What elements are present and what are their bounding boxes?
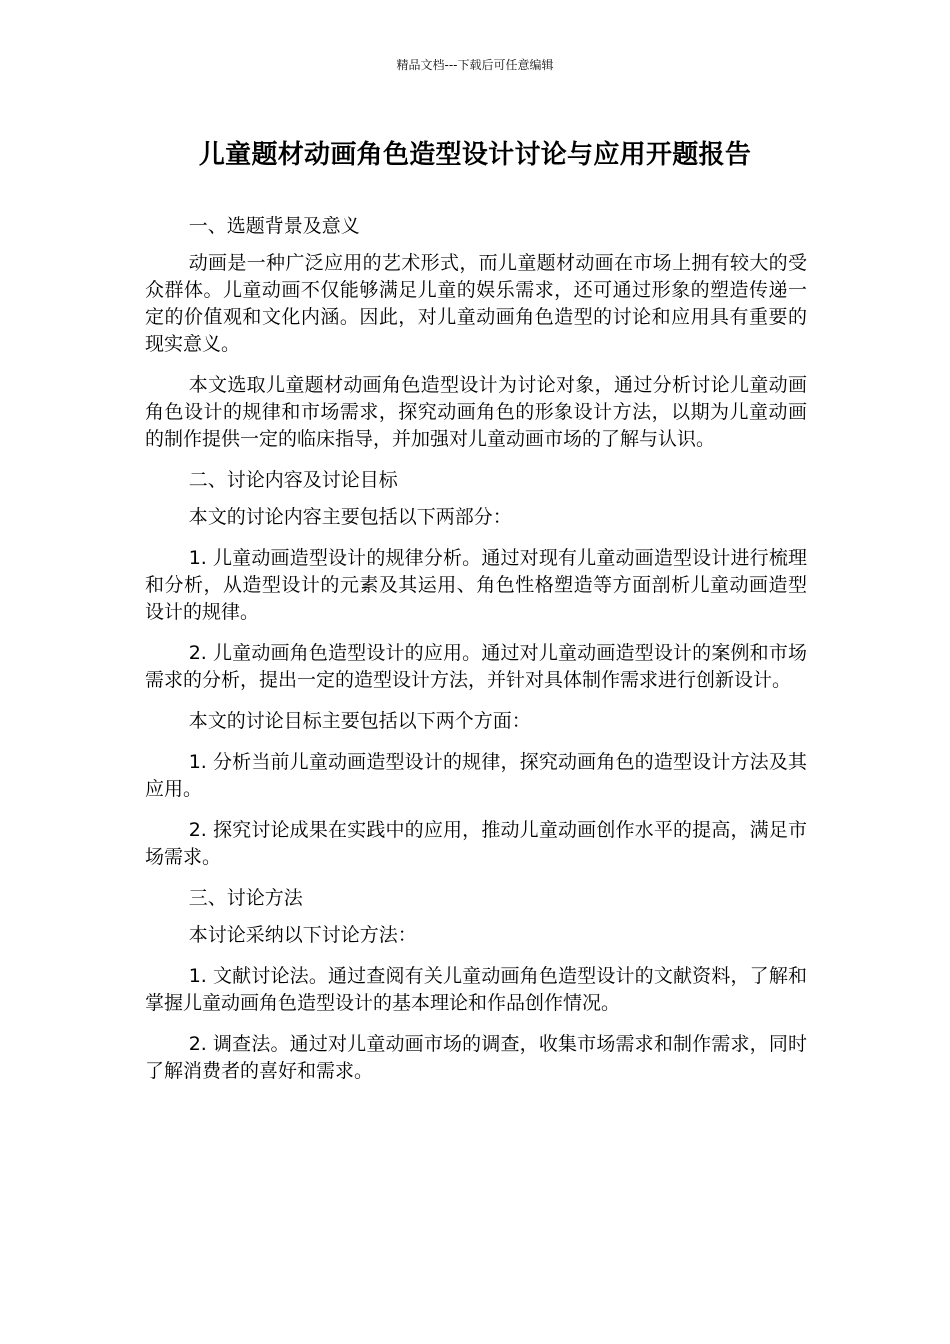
list-item: 1. 文献讨论法。通过查阅有关儿童动画角色造型设计的文献资料，了解和掌握儿童动画角色造型设计的基本理论和作品创作情况。 [145, 965, 807, 1014]
paragraph: 本文的讨论内容主要包括以下两部分： [188, 506, 512, 528]
section-heading: 二、讨论内容及讨论目标 [188, 469, 398, 491]
list-item: 2. 儿童动画角色造型设计的应用。通过对儿童动画造型设计的案例和市场需求的分析，提出一定的造型设计方法，并针对具体制作需求进行创新设计。 [145, 642, 807, 691]
list-item: 2. 探究讨论成果在实践中的应用，推动儿童动画创作水平的提高，满足市场需求。 [145, 819, 807, 868]
document-body [145, 213, 807, 1099]
paragraph: 本文选取儿童题材动画角色造型设计为讨论对象，通过分析讨论儿童动画角色设计的规律和市场需求，探究动画角色的形象设计方法，以期为儿童动画的制作提供一定的临床指导，并加强对儿童动画市场的了解与认识。 [145, 374, 807, 450]
paragraph: 动画是一种广泛应用的艺术形式，而儿童题材动画在市场上拥有较大的受众群体。儿童动画不仅能够满足儿童的娱乐需求，还可通过形象的塑造传递一定的价值观和文化内涵。因此，对儿童动画角色造型的讨论和应用具有重要的现实意义。 [145, 252, 807, 355]
list-item: 2. 调查法。通过对儿童动画市场的调查，收集市场需求和制作需求，同时了解消费者的喜好和需求。 [145, 1033, 807, 1082]
list-item: 1. 分析当前儿童动画造型设计的规律，探究动画角色的造型设计方法及其应用。 [145, 751, 807, 800]
document-title: 儿童题材动画角色造型设计讨论与应用开题报告 [198, 140, 752, 170]
section-heading: 一、选题背景及意义 [188, 215, 360, 237]
section-heading: 三、讨论方法 [188, 887, 303, 909]
paragraph: 本文的讨论目标主要包括以下两个方面： [188, 710, 531, 732]
list-item: 1. 儿童动画造型设计的规律分析。通过对现有儿童动画造型设计进行梳理和分析，从造型设计的元素及其运用、角色性格塑造等方面剖析儿童动画造型设计的规律。 [145, 547, 807, 623]
paragraph: 本讨论采纳以下讨论方法： [188, 924, 417, 946]
header-note: 精品文档---下载后可任意编辑 [396, 58, 554, 72]
